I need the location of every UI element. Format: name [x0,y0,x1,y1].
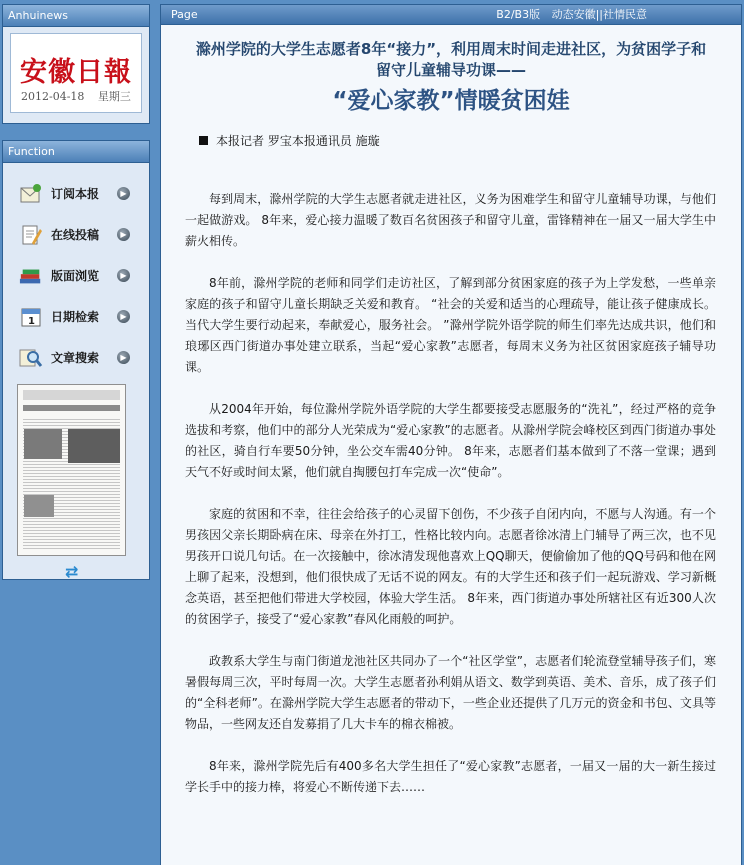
function-header: Function [3,141,149,163]
page-panel [160,4,742,865]
article-headline: 滁州学院的大学生志愿者8年“接力”，利用周末时间走进社区，为贫困学子和留守儿童辅导功课—— [195,40,707,79]
page-header-label: Page [171,8,198,21]
left-sidebar [0,0,154,865]
function-list [3,163,149,378]
anhuinews-header: Anhuinews [3,5,149,27]
issue-date [21,88,141,104]
article-subhead: “爱心家教”情暖贫困娃 [332,88,570,114]
article-paragraph: 8年前，滁州学院的老师和同学们走访社区，了解到部分贫困家庭的孩子为上学发愁，一些单亲家庭的孩子和留守儿童长期缺乏关爱和教育。 “社会的关爱和适当的心理疏导，能让孩子健康成长。当代大学生要行动起来，奉献爱心，服务社会。 ”滁州学院外语学院的师生们率先达成共识，他们和琅琊区西门街道办事处建立联系，当起“爱心家教”志愿者，每周末义务为社区贫困家庭孩子辅导功课。 [185,276,716,374]
submit-label: 在线投稿 [51,228,100,242]
thumbnail-masthead [23,390,120,400]
article-paragraph: 每到周末，滁州学院的大学生志愿者就走进社区，义务为困难学生和留守儿童辅导功课，与他们一起做游戏。 8年来，爱心接力温暖了数百名贫困孩子和留守儿童，雷锋精神在一届又一届大学生中薪火相传。 [185,192,716,248]
date-value: 2012-04-18 [21,90,85,103]
article-byline [199,132,741,149]
article-body [161,189,741,798]
anhuinews-panel [2,4,150,124]
submit-icon [19,223,43,247]
page-thumbnail[interactable] [17,384,126,556]
thumbnail-photo [24,495,54,517]
edition-label: B2/B3版 [496,8,541,21]
browse-label: 版面浏览 [51,269,100,283]
chevron-right-icon: ▶ [117,310,130,323]
chevron-right-icon: ▶ [117,228,130,241]
books-icon [19,264,43,288]
subscribe-label: 订阅本报 [51,187,100,201]
function-panel [2,140,150,580]
nav-separator: || [595,8,603,21]
byline-text: 本报记者 罗宝本报通讯员 施璇 [216,134,380,148]
page-header [161,5,741,25]
thumbnail-photo [68,429,120,463]
svg-text:1: 1 [28,315,35,327]
chevron-right-icon: ▶ [117,351,130,364]
submit-link[interactable] [3,214,149,255]
search-icon [19,346,43,370]
chevron-right-icon: ▶ [117,187,130,200]
calendar-icon [19,305,43,329]
article-paragraph: 政教系大学生与南门街道龙池社区共同办了一个“社区学堂”，志愿者们轮流登堂辅导孩子们，寒暑假每周三次，平时每周一次。大学生志愿者孙利娟从语文、数学到英语、美术、音乐，成了孩子们的“全科老师”。在滁州学院大学生志愿者的带动下，一些企业还提供了几万元的资金和书包、文具等物品，一些网友还自发募捐了几大卡车的棉衣棉被。 [185,654,716,731]
date-search-label: 日期检索 [51,310,100,324]
subscribe-link[interactable] [3,173,149,214]
date-search-link[interactable] [3,296,149,337]
browse-link[interactable] [3,255,149,296]
page-nav [496,5,647,25]
byline-square-icon [199,136,208,145]
article-search-label: 文章搜索 [51,351,100,365]
weekday-value: 星期三 [97,90,131,103]
thumbnail-photo [24,429,62,459]
nav-link-dynamic-anhui[interactable]: 动态安徽 [551,8,596,21]
logo-text: 安徽日報 [20,57,132,88]
article-paragraph: 从2004年开始，每位滁州学院外语学院的大学生都要接受志愿服务的“洗礼”，经过严格的竞争选拔和考察，他们中的部分人光荣成为“爱心家教”的志愿者。从滁州学院会峰校区到西门街道办事处的社区，骑自行车要50分钟，坐公交车需40分钟。 8年来，志愿者们基本做到了不落一堂课；遇到天气不好或时间太紧，他们就自掏腰包打车完成一次“使命”。 [185,402,716,479]
refresh-icon[interactable]: ⇄ [65,562,79,581]
article-paragraph: 家庭的贫困和不幸，往往会给孩子的心灵留下创伤，不少孩子自闭内向，不愿与人沟通。有一个男孩因父亲长期卧病在床、母亲在外打工，性格比较内向。志愿者徐冰清上门辅导了两三次，也不见男孩开口说几句话。在一次接触中，徐冰清发现他喜欢上QQ聊天，便偷偷加了他的QQ号码和他在网上聊了起来，没想到，他们很快成了无话不说的网友。有的大学生还和孩子们一起玩游戏、学习新概念英语，甚至把他们带进大学校园，体验大学生活。 8年来，西门街道办事处所辖社区有近300人次的贫困学子，接受了“爱心家教”春风化雨般的呵护。 [185,507,716,626]
thumbnail-headline [23,405,120,411]
newspaper-logo[interactable] [10,33,142,113]
subscribe-icon [19,182,43,206]
nav-link-social[interactable]: 社情民意 [603,8,647,21]
article-search-link[interactable] [3,337,149,378]
article-paragraph: 8年来，滁州学院先后有400多名大学生担任了“爱心家教”志愿者，一届又一届的大一新生接过学长手中的接力棒，将爱心不断传递下去…… [185,759,716,794]
chevron-right-icon: ▶ [117,269,130,282]
